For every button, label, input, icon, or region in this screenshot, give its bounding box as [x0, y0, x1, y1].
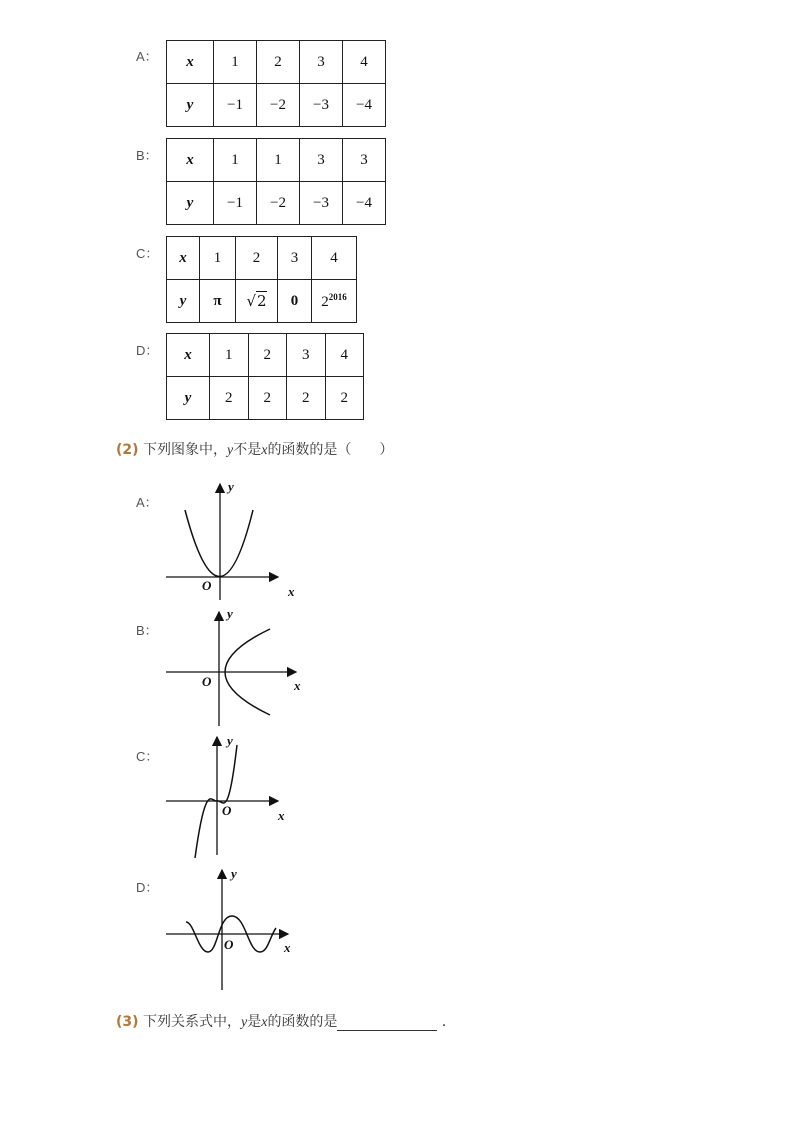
table-cell: 0 [278, 280, 312, 323]
y-axis-label: y [227, 606, 233, 621]
table-cell: 2 [325, 377, 364, 420]
y-axis-label: y [231, 866, 237, 881]
table-y-header: y [167, 377, 210, 420]
table-cell: −2 [257, 182, 300, 225]
table-cell-sqrt: √2 [236, 280, 278, 323]
x-axis-label: x [294, 678, 301, 693]
table-cell: 1 [210, 334, 249, 377]
option-d-table [166, 333, 364, 420]
question-end: ． [441, 1014, 456, 1030]
x-axis-label: x [288, 584, 295, 599]
option-c-table [166, 236, 357, 323]
table-y-header: y [167, 182, 214, 225]
table-cell: −1 [214, 182, 257, 225]
y-axis-label: y [228, 479, 234, 494]
question-number: (3) [116, 1014, 139, 1030]
option-b-table [166, 138, 386, 225]
table-cell: 1 [214, 139, 257, 182]
option-c-label[interactable]: C： [136, 246, 159, 261]
graph-option-c-label[interactable]: C： [136, 749, 159, 764]
table-cell: −3 [300, 182, 343, 225]
table-cell: 2 [287, 377, 326, 420]
table-y-header: y [167, 84, 214, 127]
table-cell: −2 [257, 84, 300, 127]
table-cell: 1 [200, 237, 236, 280]
var-y: y [227, 443, 234, 458]
table-cell: 2 [236, 237, 278, 280]
table-x-header: x [167, 237, 200, 280]
table-cell-power [312, 280, 357, 323]
table-cell: 4 [343, 41, 386, 84]
sqrt-radicand: 2 [257, 291, 267, 310]
power-base: 2 [321, 293, 329, 310]
table-cell: π [200, 280, 236, 323]
table-cell: 2 [257, 41, 300, 84]
graph-c [160, 733, 310, 863]
table-x-header: x [167, 139, 214, 182]
graph-option-d-label[interactable]: D： [136, 880, 159, 895]
option-d-label[interactable]: D： [136, 343, 159, 358]
origin-label: O [202, 578, 212, 593]
graph-option-b-label[interactable]: B： [136, 623, 158, 638]
table-cell: 3 [300, 139, 343, 182]
y-axis-label: y [227, 733, 233, 748]
graph-option-a-label[interactable]: A： [136, 495, 158, 510]
question-number: (2) [116, 442, 139, 458]
table-cell: 1 [257, 139, 300, 182]
parabola-curve [185, 510, 253, 577]
table-x-header: x [167, 41, 214, 84]
table-cell: 3 [343, 139, 386, 182]
table-cell: 3 [300, 41, 343, 84]
x-axis-label: x [284, 940, 291, 955]
table-cell: 4 [325, 334, 364, 377]
question-text: 下列图象中， [143, 442, 227, 458]
table-x-header: x [167, 334, 210, 377]
x-axis-label: x [278, 808, 285, 823]
question-text: 下列关系式中， [143, 1014, 241, 1030]
option-a-table [166, 40, 386, 127]
table-cell: −4 [343, 84, 386, 127]
table-cell: −3 [300, 84, 343, 127]
var-y: y [241, 1015, 248, 1030]
power-exponent: 2016 [328, 291, 347, 302]
graph-a [160, 478, 310, 603]
table-cell: 2 [248, 377, 287, 420]
table-y-header: y [167, 280, 200, 323]
question-text: 的函数的是 [267, 1014, 338, 1030]
origin-label: O [224, 937, 234, 952]
var-x: x [261, 1015, 268, 1030]
answer-blank[interactable] [337, 1016, 437, 1031]
table-cell: 3 [287, 334, 326, 377]
table-cell: −4 [343, 182, 386, 225]
origin-label: O [202, 674, 212, 689]
question-text: 的函数的是（ ） [267, 442, 394, 458]
graph-d [160, 864, 310, 992]
graph-b [160, 608, 310, 728]
question-3 [116, 1011, 456, 1031]
question-2 [116, 439, 393, 459]
table-cell: 2 [210, 377, 249, 420]
var-x: x [261, 443, 268, 458]
table-cell: 2 [248, 334, 287, 377]
option-a-label[interactable]: A： [136, 49, 158, 64]
table-cell: 1 [214, 41, 257, 84]
option-b-label[interactable]: B： [136, 148, 158, 163]
question-text: 不是 [233, 442, 262, 458]
table-cell: 4 [312, 237, 357, 280]
question-text: 是 [247, 1014, 262, 1030]
table-cell: −1 [214, 84, 257, 127]
table-cell: 3 [278, 237, 312, 280]
origin-label: O [222, 803, 232, 818]
